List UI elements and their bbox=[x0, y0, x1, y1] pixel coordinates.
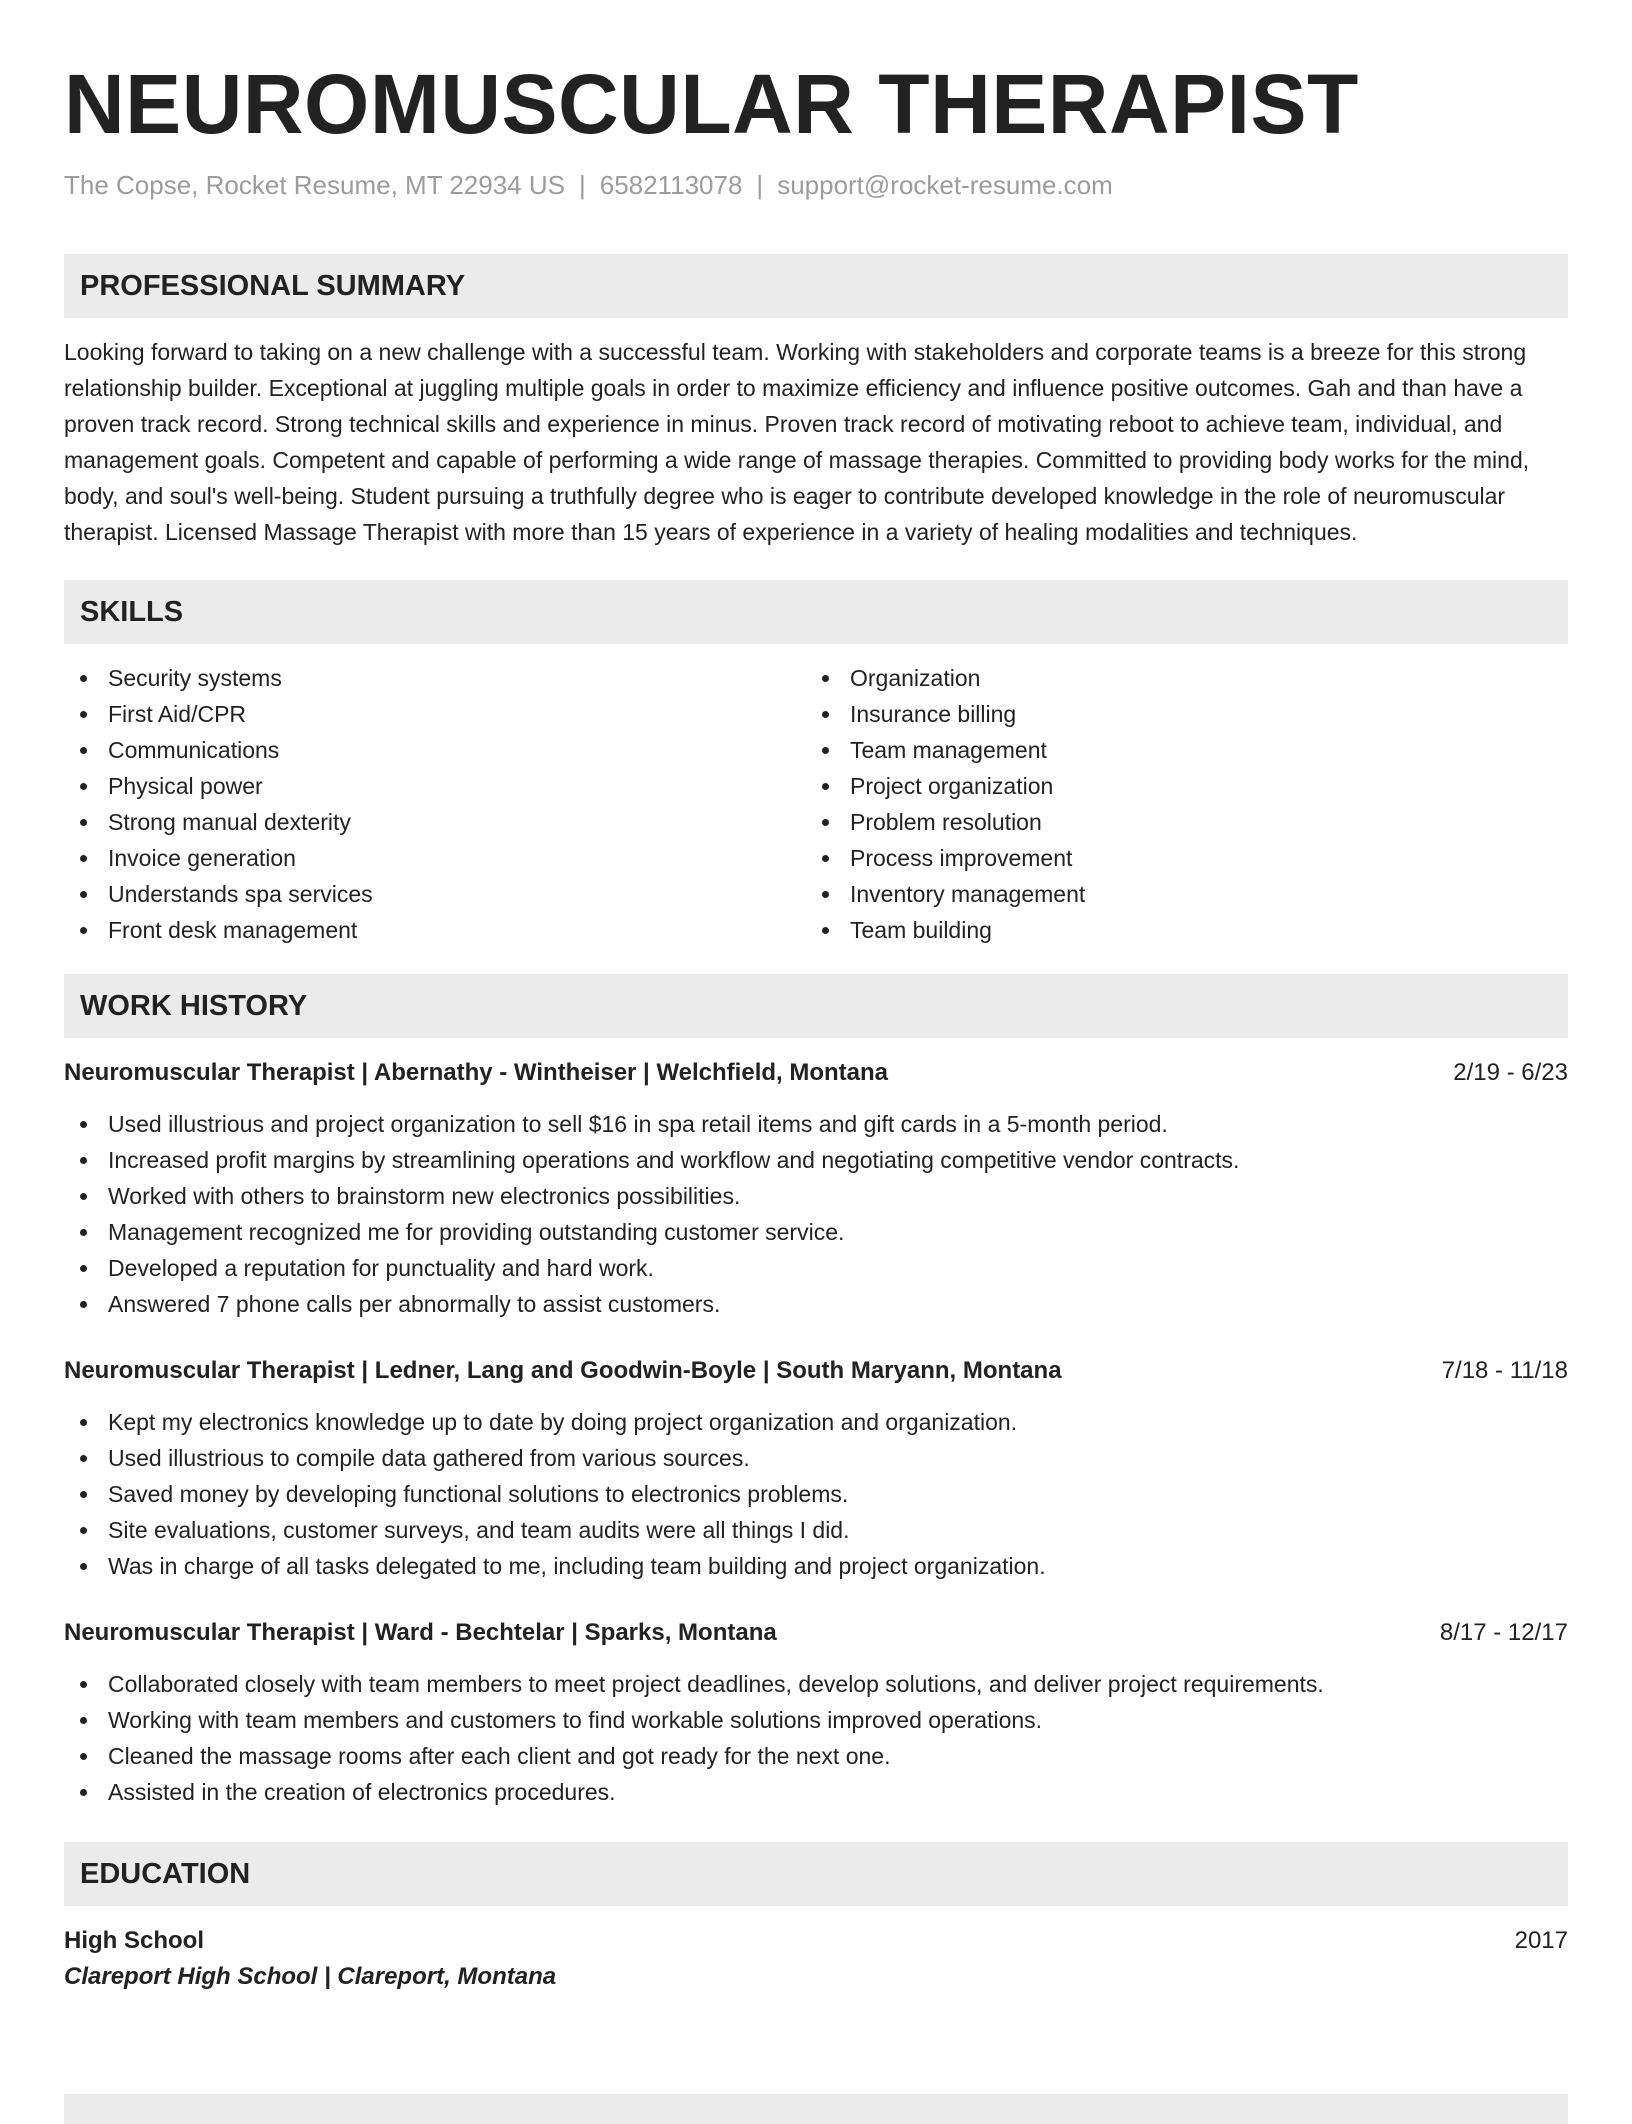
skill-item: Inventory management bbox=[850, 876, 1548, 912]
contact-phone: 6582113078 bbox=[599, 170, 743, 200]
skill-item: Process improvement bbox=[850, 840, 1548, 876]
skill-item: Front desk management bbox=[108, 912, 806, 948]
skill-item: Security systems bbox=[108, 660, 806, 696]
job-bullet: Developed a reputation for punctuality and hard work. bbox=[108, 1250, 1568, 1286]
contact-address: The Copse, Rocket Resume, MT 22934 US bbox=[64, 170, 565, 200]
education-entry bbox=[64, 1924, 1568, 1994]
skill-item: Strong manual dexterity bbox=[108, 804, 806, 840]
job-bullet: Site evaluations, customer surveys, and team audits were all things I did. bbox=[108, 1512, 1568, 1548]
job-bullet: Management recognized me for providing outstanding customer service. bbox=[108, 1214, 1568, 1250]
job-bullet: Saved money by developing functional solutions to electronics problems. bbox=[108, 1476, 1568, 1512]
job-bullet: Collaborated closely with team members to meet project deadlines, develop solutions, and deliver project requirements. bbox=[108, 1666, 1568, 1702]
education-school: Clareport High School | Clareport, Montana bbox=[64, 1963, 557, 1990]
job-bullet: Increased profit margins by streamlining operations and workflow and negotiating competitive vendor contracts. bbox=[108, 1142, 1568, 1178]
job-bullet: Assisted in the creation of electronics procedures. bbox=[108, 1774, 1568, 1810]
job-bullets bbox=[64, 1404, 1568, 1584]
job-bullet: Worked with others to brainstorm new electronics possibilities. bbox=[108, 1178, 1568, 1214]
skill-item: First Aid/CPR bbox=[108, 696, 806, 732]
job-dates: 8/17 - 12/17 bbox=[1439, 1619, 1568, 1646]
job-bullet: Working with team members and customers to find workable solutions improved operations. bbox=[108, 1702, 1568, 1738]
job-heading-row bbox=[64, 1354, 1568, 1388]
job-heading-row bbox=[64, 1616, 1568, 1650]
job-dates: 2/19 - 6/23 bbox=[1453, 1059, 1568, 1086]
skill-item: Communications bbox=[108, 732, 806, 768]
job-heading-row bbox=[64, 1056, 1568, 1090]
job-bullets bbox=[64, 1106, 1568, 1322]
job-title: Neuromuscular Therapist | Ward - Bechtelar | Sparks, Montana bbox=[64, 1619, 777, 1646]
skills-column-left bbox=[64, 660, 806, 948]
summary-text: Looking forward to taking on a new challenge with a successful team. Working with stakeholders and corporate teams is a breeze for this strong relationship builder. Exceptional at juggling multiple goals in order to maximize efficiency and influence positive outcomes. Gah and than have a proven track record. Strong technical skills and experience in minus. Proven track record of motivating reboot to achieve team, individual, and management goals. Competent and capable of performing a wide range of massage therapies. Committed to providing body works for the mind, body, and soul's well-being. Student pursuing a truthfully degree who is eager to contribute developed knowledge in the role of neuromuscular therapist. Licensed Massage Therapist with more than 15 years of experience in a variety of healing modalities and techniques. bbox=[64, 339, 1530, 545]
contact-email: support@rocket-resume.com bbox=[777, 170, 1113, 200]
education-section-header: EDUCATION bbox=[64, 1842, 1568, 1906]
job-bullet: Was in charge of all tasks delegated to me, including team building and project organization. bbox=[108, 1548, 1568, 1584]
skill-item: Organization bbox=[850, 660, 1548, 696]
skill-item: Understands spa services bbox=[108, 876, 806, 912]
resume-name: NEUROMUSCULAR THERAPIST bbox=[64, 57, 1359, 151]
job-title: Neuromuscular Therapist | Abernathy - Wintheiser | Welchfield, Montana bbox=[64, 1059, 889, 1086]
skills-column-right bbox=[806, 660, 1548, 948]
education-heading-row bbox=[64, 1924, 1568, 1958]
job-title: Neuromuscular Therapist | Ledner, Lang and Goodwin-Boyle | South Maryann, Montana bbox=[64, 1357, 1062, 1384]
job-bullet: Used illustrious and project organization to sell $16 in spa retail items and gift cards in a 5-month period. bbox=[108, 1106, 1568, 1142]
contact-separator: | bbox=[756, 170, 764, 200]
skill-item: Team building bbox=[850, 912, 1548, 948]
skills-list bbox=[64, 660, 1568, 948]
resume-page bbox=[64, 58, 1568, 1994]
job-entry bbox=[64, 1354, 1568, 1584]
job-bullet: Used illustrious to compile data gathered from various sources. bbox=[108, 1440, 1568, 1476]
job-bullets bbox=[64, 1666, 1568, 1810]
contact-line bbox=[64, 168, 1568, 202]
skill-item: Problem resolution bbox=[850, 804, 1548, 840]
skill-item: Insurance billing bbox=[850, 696, 1548, 732]
skills-section-header: SKILLS bbox=[64, 580, 1568, 644]
skill-item: Team management bbox=[850, 732, 1548, 768]
job-entry bbox=[64, 1056, 1568, 1322]
job-entry bbox=[64, 1616, 1568, 1810]
skill-item: Project organization bbox=[850, 768, 1548, 804]
education-year: 2017 bbox=[1514, 1927, 1568, 1954]
job-dates: 7/18 - 11/18 bbox=[1441, 1357, 1568, 1384]
summary-section-header: PROFESSIONAL SUMMARY bbox=[64, 254, 1568, 318]
job-bullet: Cleaned the massage rooms after each client and got ready for the next one. bbox=[108, 1738, 1568, 1774]
job-bullet: Kept my electronics knowledge up to date by doing project organization and organization. bbox=[108, 1404, 1568, 1440]
next-section-header-band bbox=[64, 2094, 1568, 2124]
education-degree: High School bbox=[64, 1927, 204, 1954]
contact-separator: | bbox=[578, 170, 586, 200]
skill-item: Physical power bbox=[108, 768, 806, 804]
skill-item: Invoice generation bbox=[108, 840, 806, 876]
work-history-section-header: WORK HISTORY bbox=[64, 974, 1568, 1038]
job-bullet: Answered 7 phone calls per abnormally to assist customers. bbox=[108, 1286, 1568, 1322]
